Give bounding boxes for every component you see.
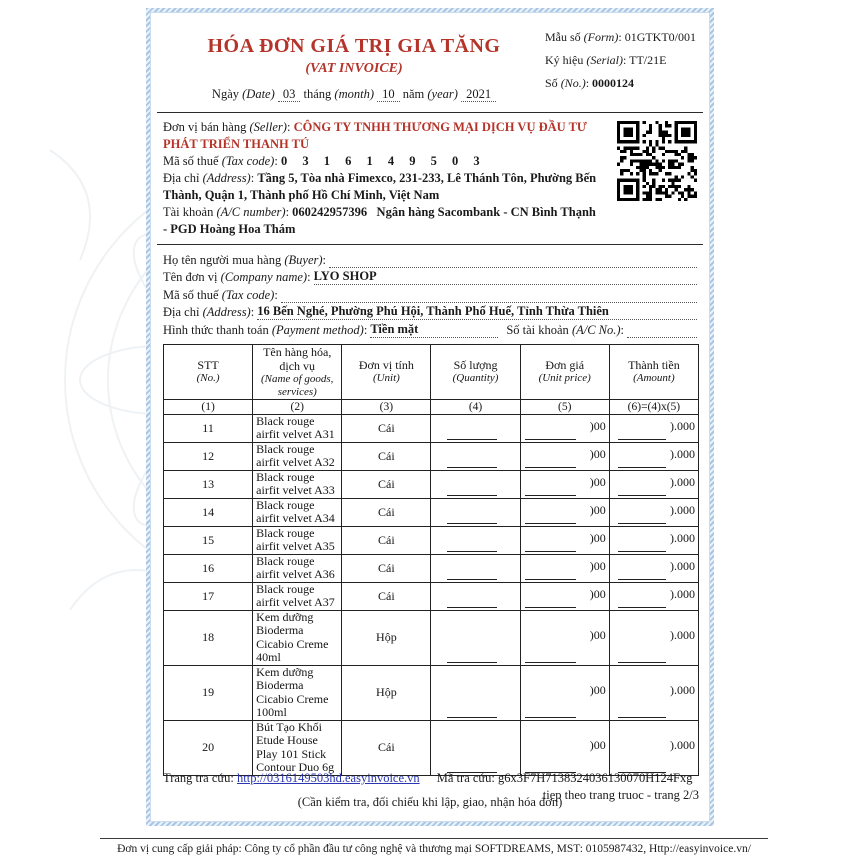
invoice-title: HÓA ĐƠN GIÁ TRỊ GIA TĂNG xyxy=(207,35,501,57)
cell-name: Kem dưỡng Bioderma Cicabio Creme 100ml xyxy=(253,665,342,720)
redaction-line xyxy=(525,439,576,440)
cell-unit: Hộp xyxy=(342,665,431,720)
redaction-line xyxy=(447,551,496,552)
col-header-name: Tên hàng hóa, dịch vụ (Name of goods, services) xyxy=(253,344,342,399)
date-label: Ngày xyxy=(211,87,239,101)
cell-name: Black rouge airfit velvet A37 xyxy=(253,582,342,610)
seller-name-value: CÔNG TY TNHH THƯƠNG MẠI DỊCH VỤ ĐẦU TƯ PHÁT TRIỂN THANH TÚ xyxy=(163,120,587,151)
buyer-section xyxy=(163,250,697,338)
lookup-page-link[interactable]: http://0316149503hd.easyinvoice.vn xyxy=(237,771,420,785)
cell-no: 15 xyxy=(164,526,253,554)
year-label: năm xyxy=(402,87,425,101)
partial-unit-price: )00 xyxy=(589,502,606,517)
partial-amount: ).000 xyxy=(670,530,695,545)
table-row xyxy=(164,470,699,498)
redaction-line xyxy=(525,607,576,608)
cell-name: Black rouge airfit velvet A33 xyxy=(253,470,342,498)
cell-quantity xyxy=(431,498,520,526)
cell-unit: Cái xyxy=(342,526,431,554)
redaction-line xyxy=(618,495,667,496)
cell-unit-price xyxy=(520,414,609,442)
col-num-3: (3) xyxy=(342,399,431,414)
partial-amount: ).000 xyxy=(670,418,695,433)
invoice-subtitle: (VAT INVOICE) xyxy=(305,61,403,76)
buyer-address-value: 16 Bến Nghé, Phường Phú Hội, Thành Phố Huế, Tỉnh Thừa Thiên xyxy=(257,304,609,318)
buyer-name-fill-line xyxy=(329,252,697,268)
col-header-unit-price: Đơn giá (Unit price) xyxy=(520,344,609,399)
invoice-header xyxy=(163,20,697,106)
separator-seller-buyer xyxy=(157,244,703,245)
cell-unit: Cái xyxy=(342,498,431,526)
cell-unit-price xyxy=(520,470,609,498)
cell-quantity xyxy=(431,414,520,442)
cell-quantity xyxy=(431,610,520,665)
redaction-line xyxy=(525,467,576,468)
provider-footer-text: Đơn vị cung cấp giải pháp: Công ty cổ phần đầu tư công nghệ và thương mại SOFTDREAMS, MST: 0105987432, Http://easyinvoice.vn/ xyxy=(117,843,751,855)
cell-unit-price xyxy=(520,554,609,582)
seller-address-line: Địa chỉ (Address): Tầng 5, Tòa nhà Fimexco, 231-233, Lê Thánh Tôn, Phường Bến Thành, Quận 1, Thành phố Hồ Chí Minh, Việt Nam xyxy=(163,171,597,202)
table-row xyxy=(164,720,699,775)
serial-line: Ký hiệu (Serial): TT/21E xyxy=(545,53,667,67)
col-header-amount: Thành tiền (Amount) xyxy=(609,344,698,399)
partial-unit-price: )00 xyxy=(589,586,606,601)
cell-amount xyxy=(609,665,698,720)
cell-no: 16 xyxy=(164,554,253,582)
table-row xyxy=(164,610,699,665)
seller-taxcode-value: 0 3 1 6 1 4 9 5 0 3 xyxy=(280,154,486,168)
cell-quantity xyxy=(431,665,520,720)
partial-amount: ).000 xyxy=(670,628,695,642)
table-row xyxy=(164,554,699,582)
redaction-line xyxy=(447,717,496,718)
lookup-code-label: Mã tra cứu: xyxy=(436,771,495,785)
cell-unit: Cái xyxy=(342,582,431,610)
buyer-account-fill-line xyxy=(627,322,697,338)
cell-unit-price xyxy=(520,526,609,554)
cell-amount xyxy=(609,582,698,610)
buyer-company-fill-line xyxy=(314,269,697,285)
buyer-tax-label: Mã số thuế (Tax code): xyxy=(163,287,278,302)
qr-code xyxy=(617,121,697,201)
cell-unit: Cái xyxy=(342,414,431,442)
redaction-line xyxy=(525,551,576,552)
month-label: tháng xyxy=(303,87,332,101)
seller-section xyxy=(163,119,697,238)
partial-amount: ).000 xyxy=(670,738,695,752)
col-num-1: (1) xyxy=(164,399,253,414)
serial-value: TT/21E xyxy=(629,53,667,67)
partial-amount: ).000 xyxy=(670,586,695,601)
cell-no: 12 xyxy=(164,442,253,470)
cell-quantity xyxy=(431,526,520,554)
cell-no: 14 xyxy=(164,498,253,526)
seller-account-label: Tài khoản xyxy=(163,205,214,219)
cell-unit: Cái xyxy=(342,442,431,470)
cell-unit: Hộp xyxy=(342,610,431,665)
partial-unit-price: )00 xyxy=(589,418,606,433)
partial-unit-price: )00 xyxy=(589,474,606,489)
buyer-taxcode-fill-line xyxy=(281,287,697,303)
seller-taxcode-line: Mã số thuế (Tax code): 0 3 1 6 1 4 9 5 0 3 xyxy=(163,154,486,168)
cell-unit: Cái xyxy=(342,720,431,775)
redaction-line xyxy=(447,607,496,608)
redaction-line xyxy=(618,717,667,718)
redaction-line xyxy=(618,579,667,580)
seller-account-line: Tài khoản (A/C number): 060242957396 Ngân hàng Sacombank - CN Bình Thạnh - PGD Hoàng Hoa Thám xyxy=(163,205,596,236)
cell-no: 17 xyxy=(164,582,253,610)
seller-label: Đơn vị bán hàng xyxy=(163,120,247,134)
items-header-row xyxy=(164,344,699,399)
cell-unit-price xyxy=(520,720,609,775)
invoice-frame xyxy=(146,8,714,826)
buyer-address-label: Địa chỉ (Address): xyxy=(163,305,255,319)
partial-amount: ).000 xyxy=(670,558,695,573)
col-num-6: (6)=(4)x(5) xyxy=(609,399,698,414)
column-number-row xyxy=(164,399,699,414)
redaction-line xyxy=(447,495,496,496)
col-header-no: STT (No.) xyxy=(164,344,253,399)
number-label-en: (No.) xyxy=(560,76,586,90)
col-header-unit: Đơn vị tính (Unit) xyxy=(342,344,431,399)
cell-name: Black rouge airfit velvet A35 xyxy=(253,526,342,554)
cell-name: Bút Tạo Khối Etude House Play 101 Stick Contour Duo 6g xyxy=(253,720,342,775)
seller-account-label-en: (A/C number) xyxy=(216,205,286,219)
cell-no: 18 xyxy=(164,610,253,665)
cell-unit-price xyxy=(520,665,609,720)
seller-label-en: (Seller) xyxy=(249,120,287,134)
cell-amount xyxy=(609,720,698,775)
cell-unit-price xyxy=(520,442,609,470)
partial-unit-price: )00 xyxy=(589,683,606,697)
table-row xyxy=(164,526,699,554)
number-label: Số xyxy=(545,76,558,90)
cell-amount xyxy=(609,554,698,582)
redaction-line xyxy=(525,523,576,524)
form-value: 01GTKT0/001 xyxy=(624,30,697,44)
cell-quantity xyxy=(431,470,520,498)
seller-name-line: Đơn vị bán hàng (Seller): CÔNG TY TNHH THƯƠNG MẠI DỊCH VỤ ĐẦU TƯ PHÁT TRIỂN THANH TÚ xyxy=(163,120,587,151)
redaction-line xyxy=(525,662,576,663)
separator-header xyxy=(157,112,703,113)
seller-tax-label: Mã số thuế xyxy=(163,154,219,168)
buyer-account-label: Số tài khoản (A/C No.): xyxy=(506,322,625,337)
seller-account-number: 060242957396 xyxy=(292,205,368,219)
partial-unit-price: )00 xyxy=(589,446,606,461)
buyer-company-value: LYO SHOP xyxy=(313,269,377,283)
date-day-value: 03 xyxy=(278,87,301,102)
seller-address-label-en: (Address) xyxy=(202,171,251,185)
partial-unit-price: )00 xyxy=(589,558,606,573)
seller-address-label: Địa chỉ xyxy=(163,171,200,185)
cell-amount xyxy=(609,442,698,470)
redaction-line xyxy=(447,439,496,440)
month-label-en: (month) xyxy=(334,87,374,101)
cell-name: Black rouge airfit velvet A32 xyxy=(253,442,342,470)
seller-address-value: Tầng 5, Tòa nhà Fimexco, 231-233, Lê Thánh Tôn, Phường Bến Thành, Quận 1, Thành phố Hồ Chí Minh, Việt Nam xyxy=(163,171,597,202)
form-label: Mẫu số xyxy=(545,30,581,44)
redaction-line xyxy=(618,439,667,440)
redaction-line xyxy=(447,467,496,468)
buyer-address-fill-line xyxy=(257,304,697,320)
redaction-line xyxy=(447,579,496,580)
date-label-en: (Date) xyxy=(242,87,275,101)
items-table xyxy=(163,344,699,776)
table-row xyxy=(164,582,699,610)
redaction-line xyxy=(525,717,576,718)
invoice-number-line: Số (No.): 0000124 xyxy=(545,76,635,90)
form-label-en: (Form) xyxy=(583,30,619,44)
redaction-line xyxy=(618,523,667,524)
buyer-label: Họ tên người mua hàng (Buyer): xyxy=(163,252,327,267)
partial-amount: ).000 xyxy=(670,474,695,489)
date-year-value: 2021 xyxy=(461,87,496,102)
serial-label: Ký hiệu xyxy=(545,53,584,67)
redaction-line xyxy=(618,607,667,608)
payment-method-label: Hình thức thanh toán (Payment method): xyxy=(163,322,368,337)
cell-quantity xyxy=(431,442,520,470)
partial-unit-price: )00 xyxy=(589,738,606,752)
verification-note: (Cần kiểm tra, đối chiếu khi lập, giao, nhận hóa đơn) xyxy=(297,795,563,809)
buyer-address-line xyxy=(163,303,697,321)
cell-unit-price xyxy=(520,610,609,665)
date-month-value: 10 xyxy=(377,87,400,102)
cell-quantity xyxy=(431,720,520,775)
redaction-line xyxy=(447,662,496,663)
cell-unit: Cái xyxy=(342,470,431,498)
invoice-number-value: 0000124 xyxy=(592,76,635,90)
table-row xyxy=(164,442,699,470)
buyer-taxcode-line xyxy=(163,285,697,303)
serial-label-en: (Serial) xyxy=(586,53,623,67)
buyer-name-line xyxy=(163,250,697,268)
cell-no: 20 xyxy=(164,720,253,775)
provider-separator-line xyxy=(100,838,768,839)
cell-no: 13 xyxy=(164,470,253,498)
seller-tax-label-en: (Tax code) xyxy=(221,154,275,168)
redaction-line xyxy=(618,662,667,663)
cell-name: Black rouge airfit velvet A34 xyxy=(253,498,342,526)
col-header-quantity: Số lượng (Quantity) xyxy=(431,344,520,399)
partial-amount: ).000 xyxy=(670,502,695,517)
pagination-note: tiep theo trang truoc - trang 2/3 xyxy=(542,787,699,802)
lookup-line xyxy=(163,771,697,786)
cell-name: Black rouge airfit velvet A36 xyxy=(253,554,342,582)
redaction-line xyxy=(447,523,496,524)
invoice-header-center xyxy=(163,20,545,106)
table-row xyxy=(164,665,699,720)
table-row xyxy=(164,498,699,526)
cell-quantity xyxy=(431,554,520,582)
partial-unit-price: )00 xyxy=(589,530,606,545)
cell-amount xyxy=(609,414,698,442)
payment-method-value: Tiền mặt xyxy=(370,321,419,336)
lookup-page-label: Trang tra cứu: xyxy=(163,771,234,785)
partial-amount: ).000 xyxy=(670,683,695,697)
cell-unit-price xyxy=(520,498,609,526)
seller-bank-name: Ngân hàng Sacombank - CN Bình Thạnh - PGD Hoàng Hoa Thám xyxy=(163,205,596,236)
buyer-company-line xyxy=(163,268,697,286)
cell-amount xyxy=(609,498,698,526)
redaction-line xyxy=(525,579,576,580)
col-num-2: (2) xyxy=(253,399,342,414)
cell-amount xyxy=(609,526,698,554)
redaction-line xyxy=(618,467,667,468)
payment-method-fill-line xyxy=(370,322,498,338)
partial-unit-price: )00 xyxy=(589,628,606,642)
invoice-content xyxy=(150,12,710,822)
cell-unit: Cái xyxy=(342,554,431,582)
form-number-line: Mẫu số (Form): 01GTKT0/001 xyxy=(545,30,697,44)
buyer-company-label: Tên đơn vị (Company name): xyxy=(163,270,311,284)
redaction-line xyxy=(525,495,576,496)
cell-no: 11 xyxy=(164,414,253,442)
partial-amount: ).000 xyxy=(670,446,695,461)
cell-name: Kem dưỡng Bioderma Cicabio Creme 40ml xyxy=(253,610,342,665)
cell-quantity xyxy=(431,582,520,610)
cell-amount xyxy=(609,470,698,498)
invoice-meta-block xyxy=(545,20,697,95)
redaction-line xyxy=(618,551,667,552)
table-row xyxy=(164,414,699,442)
payment-method-line xyxy=(163,320,697,338)
lookup-code-value: g6x3F7H7138324036130070H124Fxg xyxy=(498,771,693,785)
year-label-en: (year) xyxy=(427,87,458,101)
invoice-date-line xyxy=(163,82,545,106)
cell-amount xyxy=(609,610,698,665)
items-body xyxy=(164,414,699,775)
cell-unit-price xyxy=(520,582,609,610)
col-num-5: (5) xyxy=(520,399,609,414)
col-num-4: (4) xyxy=(431,399,520,414)
cell-name: Black rouge airfit velvet A31 xyxy=(253,414,342,442)
cell-no: 19 xyxy=(164,665,253,720)
